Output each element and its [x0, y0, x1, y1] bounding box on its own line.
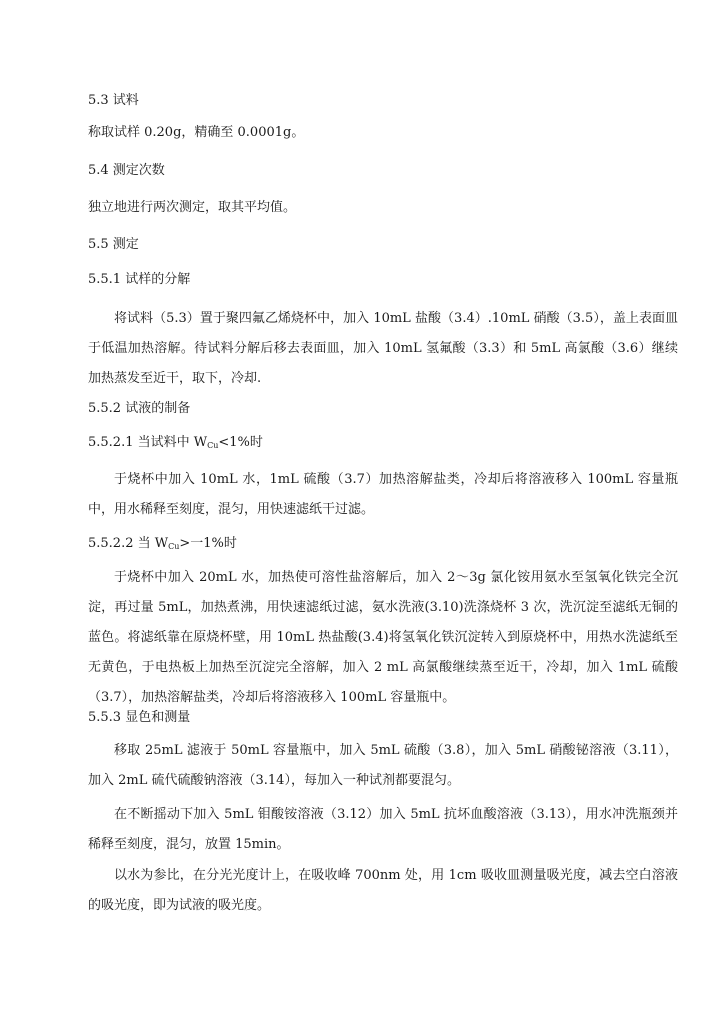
copper-subscript: Cu [168, 542, 180, 551]
paragraph-5-3: 称取试样 0.20g，精确至 0.0001g。 [88, 125, 305, 140]
heading-5-5-2-1-suffix: <1%时 [218, 435, 263, 450]
heading-5-3: 5.3 试料 [88, 93, 139, 108]
paragraph-5-5-1: 将试料（5.3）置于聚四氟乙烯烧杯中，加入 10mL 盐酸（3.4）.10mL 硝酸（3.5），盖上表面皿于低温加热溶解。待试料分解后移去表面皿，加入 10mL 氢氟酸（3.3）和 5mL 高氯酸（3.6）继续加热蒸发至近干，取下，冷却. [88, 311, 678, 386]
heading-5-5-2-1-prefix: 5.5.2.1 当试料中 W [88, 435, 208, 450]
paragraph-5-4: 独立地进行两次测定，取其平均值。 [88, 200, 297, 215]
heading-5-5-2: 5.5.2 试液的制备 [88, 401, 191, 416]
paragraph-5-5-3-a: 移取 25mL 滤液于 50mL 容量瓶中，加入 5mL 硫酸（3.8），加入 5mL 硝酸铋溶液（3.11），加入 2mL 硫代硫酸钠溶液（3.14），每加入一种试剂都要混匀。 [88, 743, 678, 788]
paragraph-5-5-2-1: 于烧杯中加入 10mL 水，1mL 硫酸（3.7）加热溶解盐类，冷却后将溶液移入 100mL 容量瓶中，用水稀释至刻度，混匀，用快速滤纸干过滤。 [88, 472, 678, 517]
paragraph-5-5-3-b: 在不断摇动下加入 5mL 钼酸铵溶液（3.12）加入 5mL 抗坏血酸溶液（3.13），用水冲洗瓶颈并稀释至刻度，混匀，放置 15min。 [88, 807, 678, 852]
heading-5-5-3: 5.5.3 显色和测量 [88, 710, 191, 725]
copper-subscript: Cu [207, 441, 219, 450]
paragraph-5-5-2-2: 于烧杯中加入 20mL 水，加热使可溶性盐溶解后，加入 2～3g 氯化铵用氨水至氢氧化铁完全沉淀，再过量 5mL，加热煮沸，用快速滤纸过滤，氨水洗液(3.10)洗涤烧杯 3 次，洗沉淀至滤纸无铜的蓝色。将滤纸靠在原烧杯壁，用 10mL 热盐酸(3.4)将氢氧化铁沉淀转入到原烧杯中，用热水洗滤纸至无黄色，于电热板上加热至沉淀完全溶解，加入 2 mL 高氯酸继续蒸至近干，冷却，加入 1mL 硫酸（3.7），加热溶解盐类，冷却后将溶液移入 100mL 容量瓶中。 [88, 570, 678, 705]
heading-5-5-1: 5.5.1 试样的分解 [88, 272, 191, 287]
heading-5-5-2-1 [88, 435, 263, 454]
paragraph-5-5-3-c: 以水为参比，在分光光度计上，在吸收峰 700nm 处，用 1cm 吸收皿测量吸光度，减去空白溶液的吸光度，即为试液的吸光度。 [88, 868, 678, 913]
heading-5-5-2-2-suffix: >一1%时 [179, 536, 237, 551]
heading-5-5-2-2-prefix: 5.5.2.2 当 W [88, 536, 169, 551]
heading-5-4: 5.4 测定次数 [88, 163, 165, 178]
heading-5-5-2-2 [88, 536, 237, 555]
heading-5-5: 5.5 测定 [88, 237, 139, 252]
